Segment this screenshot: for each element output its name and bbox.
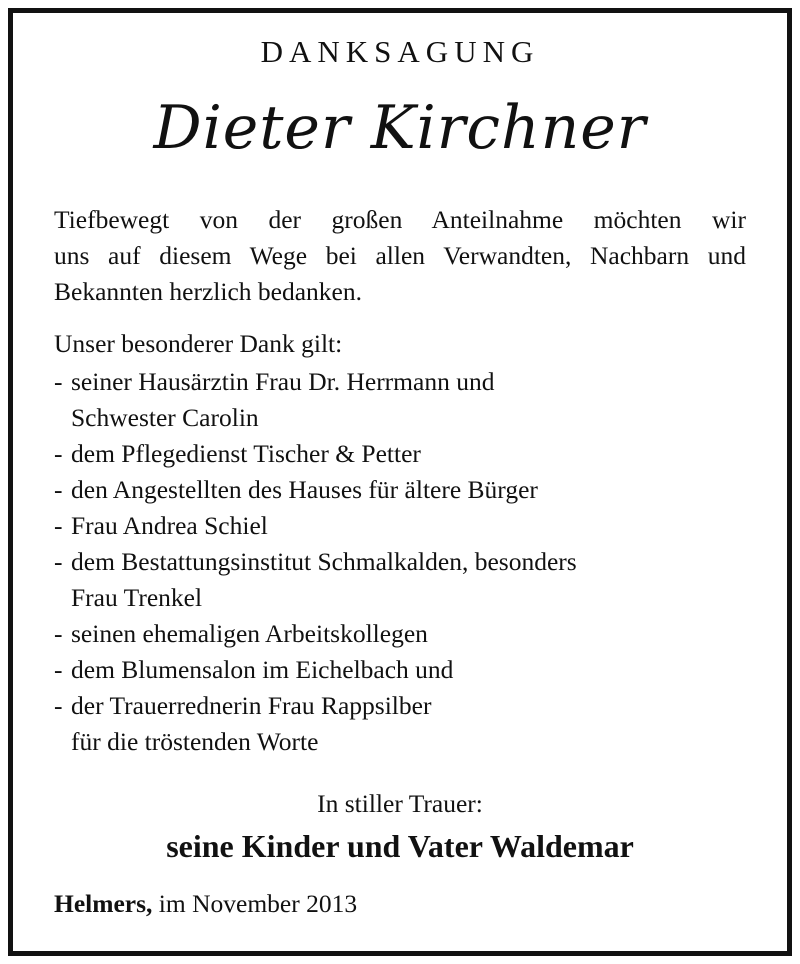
list-item	[54, 616, 577, 652]
list-item-text: den Angestellten des Hauses für ältere Bürger	[71, 475, 538, 504]
place: Helmers,	[54, 889, 153, 918]
intro-paragraph	[54, 202, 746, 310]
date: im November 2013	[158, 889, 358, 918]
dash: -	[54, 691, 63, 720]
list-item-text: der Trauerrednerin Frau Rappsilber	[71, 691, 432, 720]
list-item	[54, 544, 577, 616]
thanks-title: Unser besonderer Dank gilt:	[54, 329, 343, 358]
dash: -	[54, 619, 63, 648]
dash: -	[54, 655, 63, 684]
thanks-list	[54, 364, 577, 760]
dash: -	[54, 367, 63, 396]
list-item-text: seiner Hausärztin Frau Dr. Herrmann und	[71, 367, 495, 396]
dash: -	[54, 547, 63, 576]
intro-line: uns auf diesem Wege bei allen Verwandten, Nachbarn und	[54, 241, 746, 270]
list-item	[54, 508, 577, 544]
list-item-text: dem Blumensalon im Eichelbach und	[71, 655, 454, 684]
list-item-text: Frau Andrea Schiel	[71, 511, 268, 540]
list-item	[54, 364, 577, 436]
signoff: In stiller Trauer:	[317, 789, 483, 818]
list-item-continuation: für die tröstenden Worte	[71, 727, 319, 756]
place-date	[54, 886, 357, 922]
list-item-continuation: Schwester Carolin	[71, 403, 259, 432]
dash: -	[54, 439, 63, 468]
notice-heading: DANKSAGUNG	[260, 34, 540, 69]
list-item	[54, 652, 577, 688]
mourners: seine Kinder und Vater Waldemar	[166, 828, 634, 864]
list-item-text: dem Pflegedienst Tischer & Petter	[71, 439, 421, 468]
list-item-text: dem Bestattungsinstitut Schmalkalden, besonders	[71, 547, 577, 576]
list-item-text: seinen ehemaligen Arbeitskollegen	[71, 619, 428, 648]
intro-line: Bekannten herzlich bedanken.	[54, 277, 362, 306]
dash: -	[54, 511, 63, 540]
list-item-continuation: Frau Trenkel	[71, 583, 203, 612]
list-item	[54, 688, 577, 760]
list-item	[54, 472, 577, 508]
intro-line: Tiefbewegt von der großen Anteilnahme möchten wir	[54, 205, 746, 234]
dash: -	[54, 475, 63, 504]
deceased-name: Dieter Kirchner	[153, 93, 647, 163]
list-item	[54, 436, 577, 472]
